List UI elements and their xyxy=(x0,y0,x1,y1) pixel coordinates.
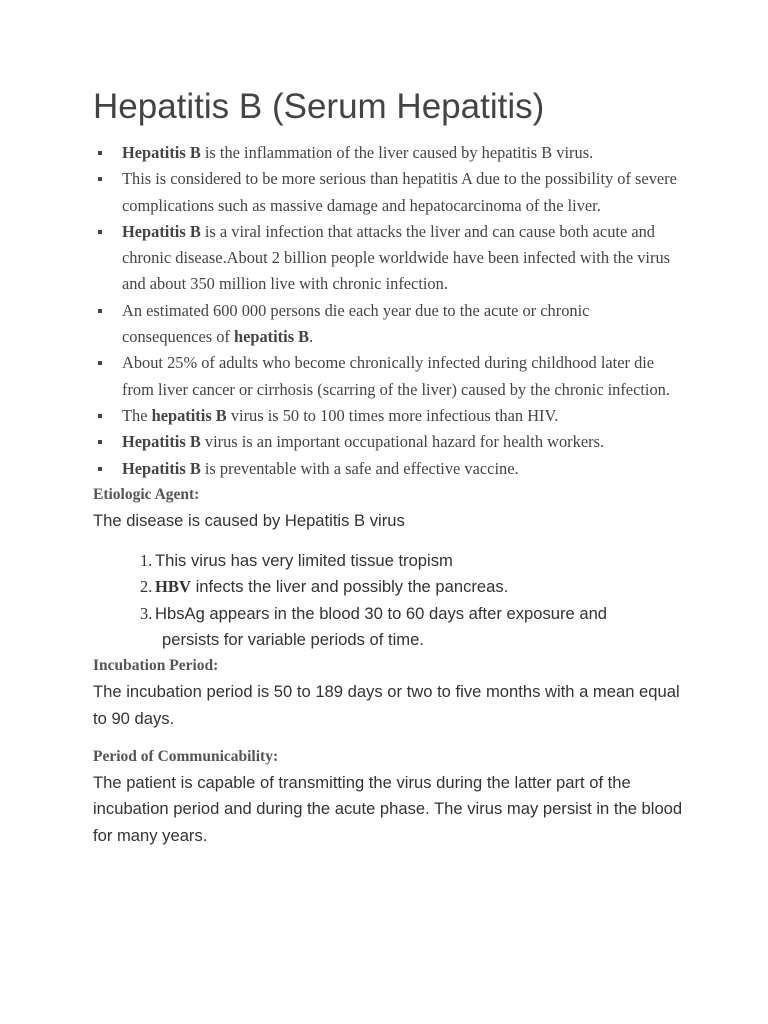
page-title: Hepatitis B (Serum Hepatitis) xyxy=(93,87,545,126)
square-bullet-icon xyxy=(98,309,102,313)
list-item xyxy=(93,166,683,219)
term-bold: Hepatitis B xyxy=(122,143,201,162)
list-item-text: The xyxy=(122,405,152,425)
list-item-text: persists for variable periods of time. xyxy=(162,630,424,650)
list-item-text: is the inflammation of the liver caused by hepatitis B virus. xyxy=(200,143,594,162)
term-bold: hepatitis B xyxy=(233,327,310,347)
square-bullet-icon xyxy=(98,467,102,471)
facts-list xyxy=(93,140,683,482)
list-item xyxy=(93,574,683,600)
list-item-text: HbsAg appears in the blood 30 to 60 days after exposure and xyxy=(155,603,608,623)
communicability-heading: Period of Communicability: xyxy=(93,747,279,765)
list-item xyxy=(93,298,683,351)
term-bold: Hepatitis B xyxy=(122,221,201,241)
list-item xyxy=(93,548,683,574)
list-item-text: About 25% of adults who become chronically infected during childhood later die from liver cancer or cirrhosis (scarring of the liver) caused by the chronic infection. xyxy=(122,353,670,399)
list-item-text: virus is an important occupational hazard for health workers. xyxy=(200,432,605,452)
list-item-text: . xyxy=(309,327,314,347)
list-item-text: infects the liver and possibly the pancreas. xyxy=(190,577,509,597)
term-bold: HBV xyxy=(155,577,191,597)
list-item xyxy=(93,140,683,166)
etiologic-intro: The disease is caused by Hepatitis B virus xyxy=(93,510,405,530)
list-item-text: This is considered to be more serious than hepatitis A due to the possibility of severe complications such as massive damage and hepatocarcinoma of the liver. xyxy=(122,169,677,215)
list-item-text: is preventable with a safe and effective vaccine. xyxy=(200,458,519,478)
list-number: 1. xyxy=(140,551,153,571)
document-page xyxy=(93,86,683,849)
list-item-text: This virus has very limited tissue tropism xyxy=(155,551,453,571)
square-bullet-icon xyxy=(98,440,102,444)
square-bullet-icon xyxy=(98,414,102,418)
list-item xyxy=(93,601,683,654)
list-item-text: An estimated 600 000 persons die each year due to the acute or chronic consequences of xyxy=(122,300,590,347)
list-item xyxy=(93,350,683,403)
list-item xyxy=(93,456,683,482)
communicability-text: The patient is capable of transmitting the virus during the latter part of the incubation period and during the acute phase. The virus may persist in the blood for many years. xyxy=(93,772,683,845)
square-bullet-icon xyxy=(98,230,102,234)
etiologic-list xyxy=(93,548,683,653)
square-bullet-icon xyxy=(98,177,102,181)
list-number: 3. xyxy=(140,603,153,623)
list-item xyxy=(93,219,683,298)
term-bold: hepatitis B xyxy=(151,405,227,425)
incubation-heading: Incubation Period: xyxy=(93,657,219,675)
list-item xyxy=(93,429,683,455)
incubation-text: The incubation period is 50 to 189 days or two to five months with a mean equal to 90 days. xyxy=(93,682,680,728)
etiologic-heading: Etiologic Agent: xyxy=(93,485,200,503)
square-bullet-icon xyxy=(98,361,102,365)
list-item-text: virus is 50 to 100 times more infectious than HIV. xyxy=(226,405,559,425)
list-number: 2. xyxy=(140,577,153,597)
list-item xyxy=(93,403,683,429)
term-bold: Hepatitis B xyxy=(122,432,201,452)
square-bullet-icon xyxy=(98,151,102,155)
term-bold: Hepatitis B xyxy=(122,458,201,478)
list-item-text: is a viral infection that attacks the liver and can cause both acute and chronic disease.About 2 billion people worldwide have been infected with the virus and about 350 million live with chronic infection. xyxy=(122,221,671,294)
